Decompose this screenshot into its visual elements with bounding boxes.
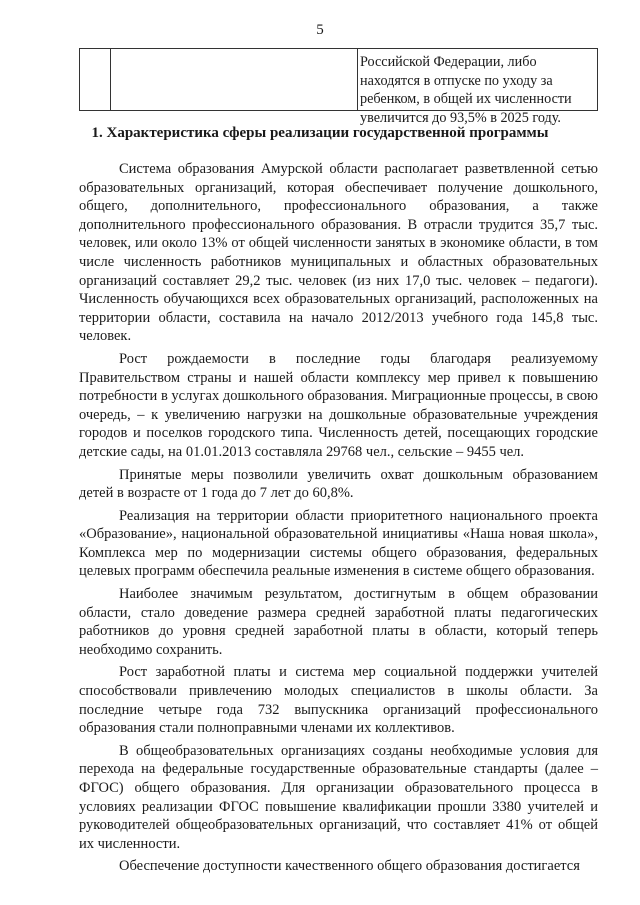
page-number: 5 (316, 22, 324, 38)
continuation-table (79, 48, 598, 126)
paragraph: Наиболее значимым результатом, достигнутым в общем образовании области, стало доведение размера средней заработной платы педагогических работников до уровня средней заработной платы в области, который теперь необходимо сохранить. (79, 586, 598, 658)
section-heading: 1. Характеристика сферы реализации государственной программы (91, 125, 549, 141)
paragraph: Система образования Амурской области располагает разветвленной сетью образовательных организаций, которая обеспечивает получение дошкольного, общего, дополнительного, профессионального образования, а также дополнительного профессионального образования. В отрасли трудится 35,7 тыс. человек, или около 13% от общей численности занятых в экономике области, в том числе численность работников муниципальных и областных образовательных организаций составляет 29,2 тыс. человек (из них 17,0 тыс. человек – педагоги). Численность обучающихся всех образовательных организаций, расположенных на территории области, составила на начало 2012/2013 учебного года 145,8 тыс. человек. (79, 161, 598, 345)
section-body (79, 160, 598, 880)
paragraph: Принятые меры позволили увеличить охват дошкольным образованием детей в возрасте от 1 года до 7 лет до 60,8%. (79, 466, 598, 502)
table-column-number (80, 49, 111, 110)
paragraph: Рост рождаемости в последние годы благодаря реализуемому Правительством страны и нашей области комплексу мер привел к повышению потребности в услугах дошкольного образования. Миграционные процессы, в свою очередь, – к увеличению нагрузки на дошкольные образовательные учреждения городов и поселков городского типа. Численность детей, посещающих городские детские сады, на 01.01.2013 составляла 29768 чел., сельские – 9455 чел. (79, 350, 598, 460)
paragraph: Реализация на территории области приоритетного национального проекта «Образование», национальной образовательной инициативы «Наша новая школа», Комплекса мер по модернизации системы общего образования, федеральных целевых программ обеспечила реальные изменения в системе общего образования. (79, 507, 598, 580)
paragraph: Обеспечение доступности качественного общего образования достигается (119, 858, 580, 875)
table-column-name (110, 49, 358, 110)
paragraph: Рост заработной платы и система мер социальной поддержки учителей способствовали привлечению молодых специалистов в школы области. За последние четыре года 732 выпускника организаций профессионального образования стали полноправными членами их коллективов. (79, 664, 598, 737)
paragraph: В общеобразовательных организациях созданы необходимые условия для перехода на федеральные государственные образовательные стандарты (далее – ФГОС) общего образования. Для организации образовательного процесса в условиях реализации ФГОС повышение квалификации прошли 3380 учителей и руководителей общеобразовательных организаций, что составляет 41% от общей их численности. (79, 742, 598, 852)
table-cell-value: Российской Федерации, либо находятся в отпуске по уходу за ребенком, в общей их численности увеличится до 93,5% в 2025 году. (360, 54, 572, 126)
